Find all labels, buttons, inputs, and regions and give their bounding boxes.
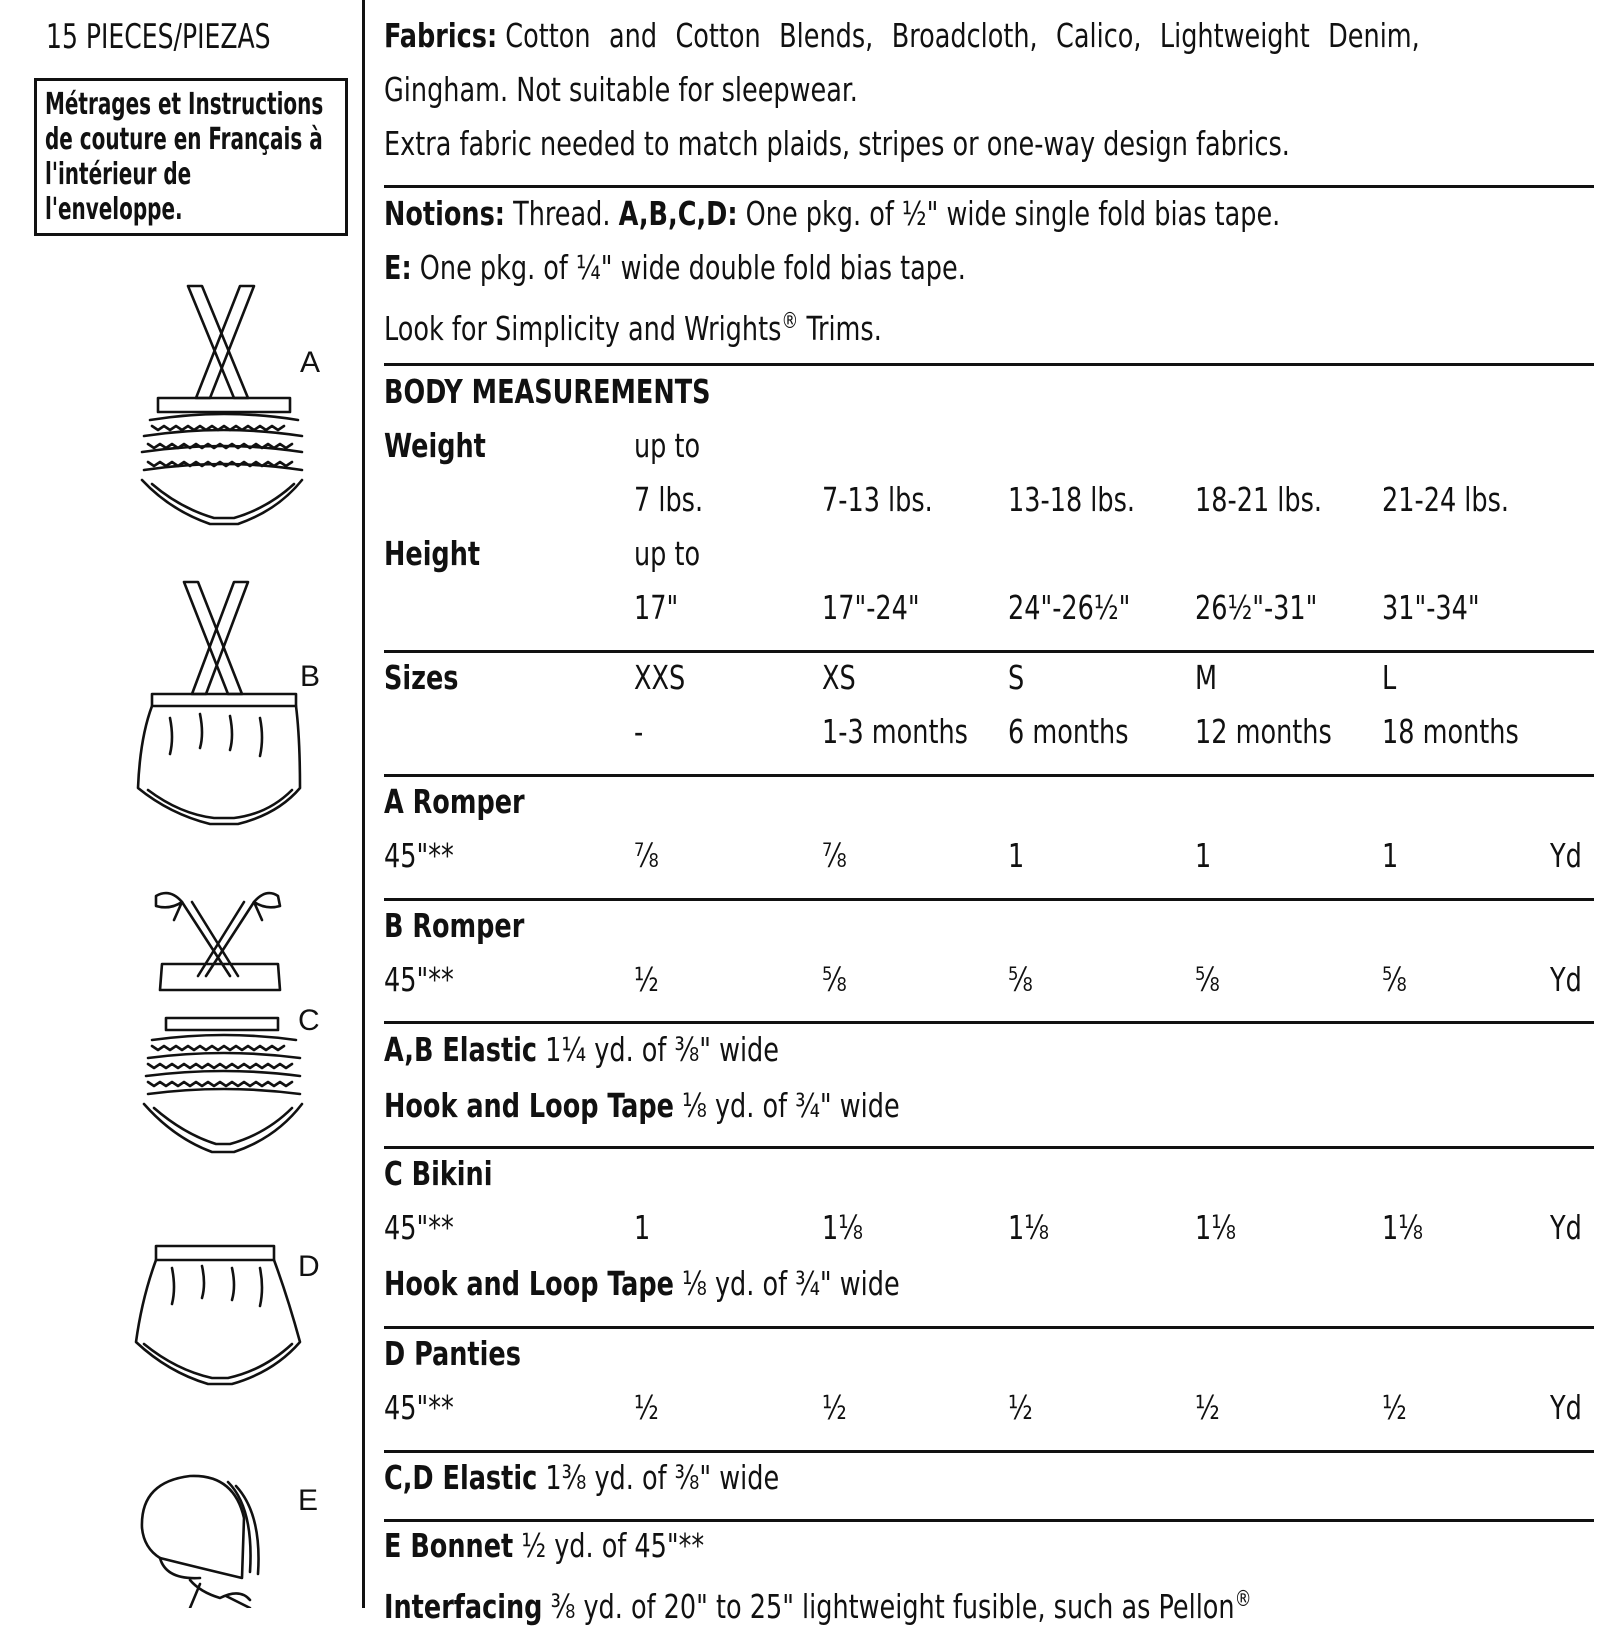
weight-xxs: 7 lbs. — [634, 480, 704, 519]
interfacing-label: Interfacing — [384, 1587, 543, 1626]
e-bonnet-text: ½ yd. of 45"** — [521, 1526, 705, 1565]
ab-hook-loop-label: Hook and Loop Tape — [384, 1086, 674, 1125]
panties-icon — [128, 1238, 308, 1398]
a-romper-xxs: ⅞ — [634, 836, 659, 875]
a-romper-l: 1 — [1382, 836, 1399, 875]
view-letter-d: D — [298, 1250, 320, 1283]
fabrics-label: Fabrics: — [384, 16, 498, 55]
divider — [384, 1326, 1594, 1329]
bonnet-icon — [130, 1468, 310, 1608]
ab-hook-loop-line — [384, 1088, 900, 1124]
divider — [384, 650, 1594, 653]
notions-views-abcd: A,B,C,D: — [618, 194, 738, 233]
d-panties-xxs: ½ — [634, 1388, 659, 1427]
e-bonnet-line — [384, 1528, 704, 1564]
b-romper-s: ⅝ — [1008, 960, 1033, 999]
divider — [384, 1021, 1594, 1024]
c-hook-loop-label: Hook and Loop Tape — [384, 1264, 674, 1303]
height-xxs: 17" — [634, 588, 679, 627]
b-romper-width: 45"** — [384, 960, 454, 999]
bikini-icon — [130, 880, 310, 1200]
notions-line-3 — [384, 304, 882, 347]
divider — [384, 1146, 1594, 1149]
d-panties-title: D Panties — [384, 1334, 521, 1373]
c-bikini-width: 45"** — [384, 1208, 454, 1247]
notions-thread: Thread. — [513, 194, 611, 233]
cd-elastic-line — [384, 1460, 779, 1496]
view-letter-a: A — [300, 346, 321, 379]
c-bikini-xs: 1⅛ — [822, 1208, 863, 1247]
d-panties-xs: ½ — [822, 1388, 847, 1427]
c-bikini-s: 1⅛ — [1008, 1208, 1049, 1247]
divider — [384, 898, 1594, 901]
c-bikini-xxs: 1 — [634, 1208, 651, 1247]
romper-plain-icon — [130, 578, 310, 828]
divider — [384, 1519, 1594, 1522]
notions-bias-tape-double: One pkg. of ¼" wide double fold bias tape. — [419, 248, 966, 287]
weight-l: 21-24 lbs. — [1382, 480, 1510, 519]
divider — [384, 774, 1594, 777]
b-romper-m: ⅝ — [1195, 960, 1220, 999]
weight-prefix: up to — [634, 426, 701, 465]
notions-line-1 — [384, 196, 1280, 232]
c-bikini-title: C Bikini — [384, 1154, 493, 1193]
d-panties-unit: Yd — [1550, 1388, 1582, 1427]
ab-hook-loop-text: ⅛ yd. of ¾" wide — [682, 1086, 900, 1125]
ab-elastic-label: A,B Elastic — [384, 1030, 538, 1069]
size-age-xs: 1-3 months — [822, 712, 968, 751]
fabrics-text-1: Cotton and Cotton Blends, Broadcloth, Calico, Lightweight Denim, — [505, 16, 1420, 55]
size-age-l: 18 months — [1382, 712, 1519, 751]
b-romper-l: ⅝ — [1382, 960, 1407, 999]
sizes-label: Sizes — [384, 658, 459, 697]
interfacing-line — [384, 1582, 1252, 1625]
body-measurements-title: BODY MEASUREMENTS — [384, 372, 711, 411]
d-panties-width: 45"** — [384, 1388, 454, 1427]
divider — [384, 185, 1594, 188]
ab-elastic-text: 1¼ yd. of ⅜" wide — [545, 1030, 779, 1069]
d-panties-l: ½ — [1382, 1388, 1407, 1427]
b-romper-xs: ⅝ — [822, 960, 847, 999]
notions-bias-tape-single: One pkg. of ½" wide single fold bias tape. — [745, 194, 1281, 233]
c-bikini-l: 1⅛ — [1382, 1208, 1423, 1247]
height-s: 24"-26½" — [1008, 588, 1131, 627]
interfacing-text: ⅜ yd. of 20" to 25" lightweight fusible, such as Pellon — [550, 1587, 1235, 1626]
ab-elastic-line — [384, 1032, 779, 1068]
height-label: Height — [384, 534, 481, 573]
notions-view-e: E: — [384, 248, 412, 287]
height-l: 31"-34" — [1382, 588, 1480, 627]
size-code-m: M — [1195, 658, 1218, 697]
romper-ruffles-icon — [130, 280, 310, 540]
d-panties-m: ½ — [1195, 1388, 1220, 1427]
e-bonnet-label: E Bonnet — [384, 1526, 514, 1565]
d-panties-s: ½ — [1008, 1388, 1033, 1427]
view-letter-b: B — [300, 660, 321, 693]
height-m: 26½"-31" — [1195, 588, 1318, 627]
size-age-m: 12 months — [1195, 712, 1332, 751]
weight-label: Weight — [384, 426, 486, 465]
c-hook-loop-text: ⅛ yd. of ¾" wide — [682, 1264, 900, 1303]
size-code-xxs: XXS — [634, 658, 686, 697]
notions-look-for: Look for Simplicity and Wrights — [384, 309, 782, 348]
size-age-s: 6 months — [1008, 712, 1129, 751]
notions-trims: Trims. — [806, 309, 882, 348]
fabrics-line-1 — [384, 18, 1571, 54]
a-romper-s: 1 — [1008, 836, 1025, 875]
weight-m: 18-21 lbs. — [1195, 480, 1323, 519]
registered-mark: ® — [781, 309, 799, 334]
french-instructions-text: Métrages et Instructions de couture en Français à l'intérieur de l'enveloppe. — [45, 87, 324, 227]
view-letter-c: C — [298, 1004, 320, 1037]
a-romper-xs: ⅞ — [822, 836, 847, 875]
a-romper-title: A Romper — [384, 782, 525, 821]
size-code-s: S — [1008, 658, 1025, 697]
weight-s: 13-18 lbs. — [1008, 480, 1136, 519]
pieces-count: 15 PIECES/PIEZAS — [46, 17, 271, 57]
notions-label: Notions: — [384, 194, 506, 233]
height-xs: 17"-24" — [822, 588, 920, 627]
size-code-l: L — [1382, 658, 1397, 697]
a-romper-width: 45"** — [384, 836, 454, 875]
c-bikini-m: 1⅛ — [1195, 1208, 1236, 1247]
fabrics-text-2: Gingham. Not suitable for sleepwear. — [384, 70, 858, 109]
size-age-xxs: - — [634, 712, 644, 751]
weight-xs: 7-13 lbs. — [822, 480, 933, 519]
b-romper-unit: Yd — [1550, 960, 1582, 999]
column-divider — [362, 0, 365, 1608]
registered-mark: ® — [1234, 1587, 1252, 1612]
cd-elastic-text: 1⅜ yd. of ⅜" wide — [545, 1458, 780, 1497]
c-bikini-unit: Yd — [1550, 1208, 1582, 1247]
b-romper-xxs: ½ — [634, 960, 659, 999]
divider — [384, 1450, 1594, 1453]
c-hook-loop-line — [384, 1266, 900, 1302]
height-prefix: up to — [634, 534, 701, 573]
cd-elastic-label: C,D Elastic — [384, 1458, 538, 1497]
divider — [384, 363, 1594, 366]
view-letter-e: E — [298, 1484, 319, 1517]
french-instructions-box — [34, 78, 348, 236]
size-code-xs: XS — [822, 658, 856, 697]
a-romper-m: 1 — [1195, 836, 1212, 875]
fabrics-text-3: Extra fabric needed to match plaids, stripes or one-way design fabrics. — [384, 124, 1290, 163]
a-romper-unit: Yd — [1550, 836, 1582, 875]
notions-line-2 — [384, 250, 966, 286]
b-romper-title: B Romper — [384, 906, 525, 945]
